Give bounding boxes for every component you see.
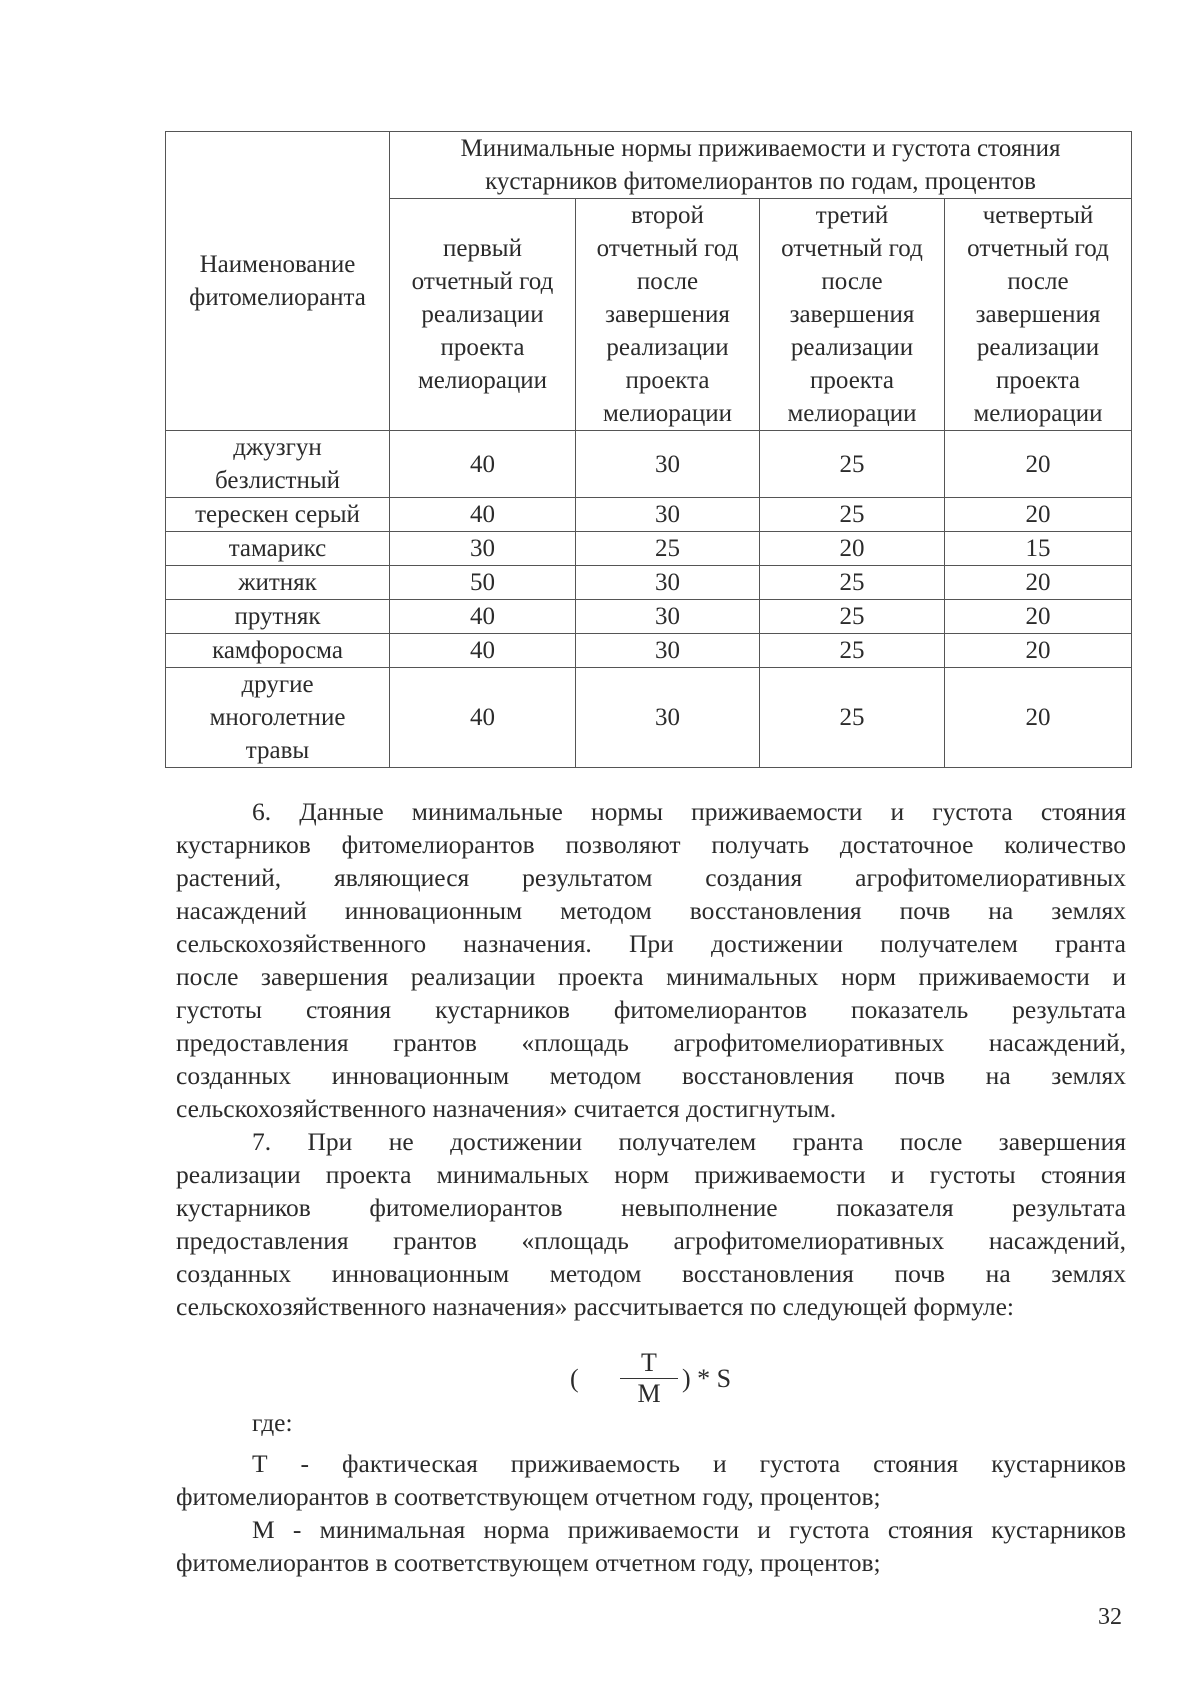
value-cell: 25 [576,532,760,566]
value-cell: 20 [945,634,1132,668]
table-row [166,600,1132,634]
value-cell: 30 [576,566,760,600]
page-number: 32 [1098,1604,1122,1630]
value-cell: 40 [390,668,576,768]
value-cell: 40 [390,634,576,668]
survival-norms-table [165,131,1132,768]
table-header-row [166,132,1132,199]
value-cell: 30 [576,498,760,532]
value-cell: 20 [945,498,1132,532]
value-cell: 25 [760,600,945,634]
value-cell: 50 [390,566,576,600]
value-cell: 15 [945,532,1132,566]
table-row [166,566,1132,600]
value-cell: 30 [576,431,760,498]
value-cell: 30 [576,600,760,634]
header-year-1: первый отчетный год реализации проекта мелиорации [390,199,576,431]
paragraph-t-definition: Т - фактическая приживаемость и густота стояния кустарников фитомелиорантов в соответствующем отчетном году, процентов; [176,1449,1126,1511]
plant-name-cell: другие многолетние травы [166,668,390,768]
table-row [166,532,1132,566]
value-cell: 30 [576,634,760,668]
table-row [166,668,1132,768]
table-row [166,431,1132,498]
plant-name-cell: камфоросма [166,634,390,668]
plant-name-cell: терескен серый [166,498,390,532]
formula-fraction [618,1348,680,1409]
value-cell: 20 [945,431,1132,498]
value-cell: 20 [760,532,945,566]
value-cell: 25 [760,566,945,600]
value-cell: 40 [390,498,576,532]
value-cell: 25 [760,431,945,498]
plant-name-cell: джузгун безлистный [166,431,390,498]
value-cell: 25 [760,498,945,532]
value-cell: 40 [390,431,576,498]
header-year-2: второй отчетный год после завершения реализации проекта мелиорации [576,199,760,431]
plant-name-cell: тамарикс [166,532,390,566]
value-cell: 40 [390,600,576,634]
paragraph-m-definition: М - минимальная норма приживаемости и густота стояния кустарников фитомелиорантов в соответствующем отчетном году, процентов; [176,1515,1126,1577]
table-row [166,634,1132,668]
value-cell: 25 [760,668,945,768]
paragraph-7: 7. При не достижении получателем гранта после завершения реализации проекта минимальных норм приживаемости и густоты стояния кустарников фитомелиорантов невыполнение показателя результата предоставления грантов «площадь агрофитомелиоративных насаждений, созданных инновационным методом восстановления почв на землях сельскохозяйственного назначения» рассчитывается по следующей формуле: [176,1127,1126,1321]
value-cell: 25 [760,634,945,668]
header-norms-group: Минимальные нормы приживаемости и густота стояния кустарников фитомелиорантов по годам, процентов [390,132,1132,199]
table-row [166,498,1132,532]
value-cell: 30 [390,532,576,566]
header-year-3: третий отчетный год после завершения реализации проекта мелиорации [760,199,945,431]
formula [560,1348,780,1408]
formula-multiplier: ) * S [682,1364,732,1393]
value-cell: 20 [945,566,1132,600]
value-cell: 20 [945,600,1132,634]
plant-name-cell: прутняк [166,600,390,634]
value-cell: 30 [576,668,760,768]
value-cell: 20 [945,668,1132,768]
formula-open-paren: ( [570,1364,579,1393]
formula-denominator: М [637,1379,661,1408]
formula-numerator: Т [641,1348,657,1377]
header-year-4: четвертый отчетный год после завершения реализации проекта мелиорации [945,199,1132,431]
header-plant-name: Наименование фитомелиоранта [166,132,390,431]
where-label: где: [252,1408,293,1437]
plant-name-cell: житняк [166,566,390,600]
paragraph-6: 6. Данные минимальные нормы приживаемости и густота стояния кустарников фитомелиорантов позволяют получать достаточное количество растений, являющиеся результатом создания агрофитомелиоративных насаждений инновационным методом восстановления почв на землях сельскохозяйственного назначения. При достижении получателем гранта после завершения реализации проекта минимальных норм приживаемости и густоты стояния кустарников фитомелиорантов показатель результата предоставления грантов «площадь агрофитомелиоративных насаждений, созданных инновационным методом восстановления почв на землях сельскохозяйственного назначения» считается достигнутым. [176,797,1126,1123]
